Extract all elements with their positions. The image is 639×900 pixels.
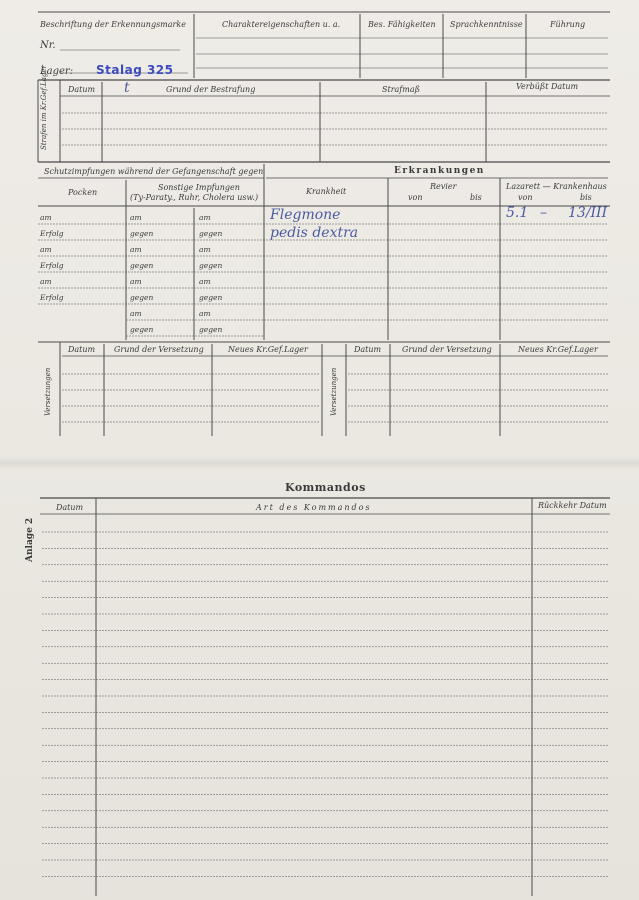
label-revier-bis: bis bbox=[470, 193, 482, 202]
pocken-cell: am bbox=[40, 245, 52, 254]
stamp-lager-value: Stalag 325 bbox=[96, 63, 174, 77]
handwritten-krankheit-2: pedis dextra bbox=[270, 225, 359, 241]
label-verbuesst: Verbüßt Datum bbox=[516, 82, 579, 91]
impf-cell: am bbox=[130, 277, 142, 286]
impf-cell: am bbox=[199, 213, 211, 222]
impf-cell: gegen bbox=[199, 325, 223, 334]
impf-cell: gegen bbox=[199, 293, 223, 302]
label-strafmass: Strafmaß bbox=[382, 85, 420, 94]
label-sprachkenntnisse: Sprachkenntnisse bbox=[450, 20, 523, 29]
label-revier: Revier bbox=[430, 182, 457, 191]
impf-cell: gegen bbox=[199, 229, 223, 238]
label-anlage: Anlage 2 bbox=[25, 517, 35, 562]
pocken-cell: Erfolg bbox=[40, 229, 64, 238]
pocken-cell: Erfolg bbox=[40, 261, 64, 270]
label-pocken: Pocken bbox=[68, 188, 98, 197]
label-versetzung-datum-right: Datum bbox=[354, 345, 382, 354]
label-versetzung-grund-right: Grund der Versetzung bbox=[402, 345, 492, 354]
label-lazarett-bis: bis bbox=[580, 193, 592, 202]
impf-cell: gegen bbox=[199, 261, 223, 270]
handwritten-date-dash: – bbox=[540, 205, 547, 221]
label-rueckkehr: Rückkehr Datum bbox=[538, 501, 607, 510]
label-beschriftung: Beschriftung der Erkennungsmarke bbox=[40, 20, 186, 29]
label-kommando-datum: Datum bbox=[56, 503, 84, 512]
label-sonstige-impfungen: Sonstige Impfungen bbox=[158, 183, 240, 192]
label-strafen-datum: Datum bbox=[68, 85, 96, 94]
label-fuehrung: Führung bbox=[550, 20, 586, 29]
pocken-cell: am bbox=[40, 213, 52, 222]
label-schutzimpfungen: Schutzimpfungen während der Gefangenschaft gegen bbox=[44, 167, 264, 176]
impf-cell: am bbox=[199, 245, 211, 254]
label-versetzung-grund-left: Grund der Versetzung bbox=[114, 345, 204, 354]
label-nr: Nr. bbox=[40, 40, 56, 51]
label-versetzung-neues-right: Neues Kr.Gef.Lager bbox=[518, 345, 598, 354]
label-sonstige-impfungen-detail: (Ty-Paraty., Ruhr, Cholera usw.) bbox=[130, 193, 259, 202]
label-versetzungen-side-right: Versetzungen bbox=[330, 367, 338, 416]
handwritten-mark: t bbox=[124, 80, 130, 96]
label-kommandos-title: Kommandos bbox=[285, 481, 366, 494]
label-versetzungen-side-left: Versetzungen bbox=[44, 367, 52, 416]
paper-fold bbox=[0, 456, 639, 470]
label-erkrankungen: Erkrankungen bbox=[394, 166, 485, 176]
impf-cell: gegen bbox=[130, 229, 154, 238]
handwritten-date-from: 5.1 bbox=[506, 205, 529, 221]
label-art-kommandos: Art des Kommandos bbox=[256, 503, 372, 512]
impf-cell: am bbox=[130, 213, 142, 222]
label-lazarett-von: von bbox=[518, 193, 533, 202]
handwritten-date-to: 13/III bbox=[568, 205, 608, 221]
label-lazarett: Lazarett — Krankenhaus bbox=[506, 182, 607, 191]
handwritten-krankheit-1: Flegmone bbox=[270, 207, 341, 223]
impf-cell: am bbox=[199, 309, 211, 318]
label-grund-bestrafung: Grund der Bestrafung bbox=[166, 85, 256, 94]
impf-cell: gegen bbox=[130, 261, 154, 270]
pocken-cell: am bbox=[40, 277, 52, 286]
impf-cell: am bbox=[130, 245, 142, 254]
label-faehigkeiten: Bes. Fähigkeiten bbox=[368, 20, 436, 29]
label-charaktereigenschaften: Charaktereigenschaften u. a. bbox=[222, 20, 341, 29]
impf-cell: gegen bbox=[130, 293, 154, 302]
label-lager: Lager: bbox=[40, 66, 74, 77]
label-versetzung-datum-left: Datum bbox=[68, 345, 96, 354]
label-krankheit: Krankheit bbox=[306, 187, 347, 196]
impf-cell: am bbox=[130, 309, 142, 318]
impf-cell: gegen bbox=[130, 325, 154, 334]
label-strafen-side: Strafen im Kr.Gef.Lager bbox=[40, 65, 48, 150]
label-revier-von: von bbox=[408, 193, 423, 202]
impf-cell: am bbox=[199, 277, 211, 286]
label-versetzung-neues-left: Neues Kr.Gef.Lager bbox=[228, 345, 308, 354]
pocken-cell: Erfolg bbox=[40, 293, 64, 302]
